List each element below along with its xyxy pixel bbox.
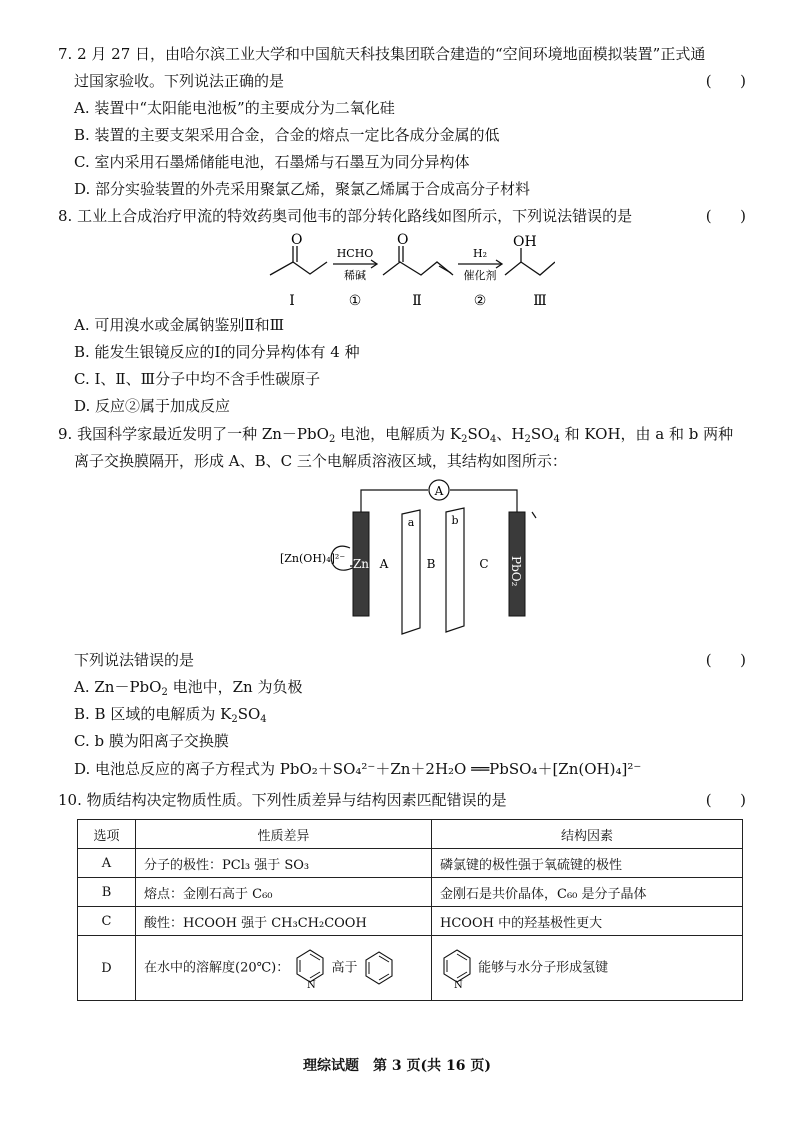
row-a-structure: 磷氯键的极性强于氧硫键的极性: [432, 849, 743, 878]
row-d-option: D: [78, 936, 136, 1001]
q8-reagent-2-bottom: 催化剂: [463, 269, 497, 282]
q8-reaction-scheme: [255, 230, 555, 340]
pyridine-structure: [440, 946, 474, 990]
row-b-structure: 金刚石是共价晶体，C₆₀ 是分子晶体: [432, 878, 743, 907]
membrane-a-label: a: [407, 516, 415, 529]
q8-answer-bracket: ( ): [705, 207, 746, 225]
zincate-ion-label: [Zn(OH)₄]²⁻: [280, 552, 346, 565]
q8-label-3: Ⅲ: [533, 293, 547, 309]
header-structure: 结构因素: [432, 820, 743, 849]
q9-stem-line2: 离子交换膜隔开，形成 A、B、C 三个电解质溶液区域，其结构如图所示：: [74, 452, 567, 470]
pbo2-label: PbO₂: [509, 556, 523, 587]
q10-stem: 10. 物质结构决定物质性质。下列性质差异与结构因素匹配错误的是: [58, 791, 507, 809]
table-row: [78, 907, 743, 936]
q8-label-2: Ⅱ: [412, 293, 422, 309]
ammeter-label: A: [434, 484, 444, 498]
region-b-label: B: [426, 557, 436, 571]
q7-option-b: B. 装置的主要支架采用合金，合金的熔点一定比各成分金属的低: [74, 126, 500, 144]
row-c-option: C: [78, 907, 136, 936]
q10-table: [77, 819, 743, 1001]
q7-option-c: C. 室内采用石墨烯储能电池，石墨烯与石墨互为同分异构体: [74, 153, 470, 171]
q8-oxygen-1: O: [291, 232, 303, 248]
zn-label: Zn: [352, 557, 370, 571]
q7-option-a: A. 装置中“太阳能电池板”的主要成分为二氧化硅: [74, 99, 395, 117]
q8-option-c: C. Ⅰ、Ⅱ、Ⅲ分子中均不含手性碳原子: [74, 370, 321, 388]
q8-step-1: ①: [348, 293, 362, 309]
pyridine-structure: [293, 946, 327, 990]
q8-option-a: A. 可用溴水或金属钠鉴别Ⅱ和Ⅲ: [74, 316, 285, 334]
q7-option-d: D. 部分实验装置的外壳采用聚氯乙烯，聚氯乙烯属于合成高分子材料: [74, 180, 531, 198]
q9-option-a: A. Zn－PbO$_2$ 电池中，Zn 为负极: [74, 678, 303, 698]
q9-question: 下列说法错误的是: [74, 651, 195, 669]
table-header-row: [78, 820, 743, 849]
header-option: 选项: [78, 820, 136, 849]
row-d-structure: N 能够与水分子形成氢键: [432, 936, 743, 1001]
svg-text:N: N: [307, 980, 317, 990]
row-a-property: 分子的极性：PCl₃ 强于 SO₃: [136, 849, 432, 878]
table-row: [78, 878, 743, 907]
row-c-property: 酸性：HCOOH 强于 CH₃CH₂COOH: [136, 907, 432, 936]
q7-stem-line1: 7. 2 月 27 日，由哈尔滨工业大学和中国航天科技集团联合建造的“空间环境地面模拟装置”正式通: [58, 45, 706, 63]
q9-answer-bracket: ( ): [705, 651, 746, 669]
q7-stem-line2: 过国家验收。下列说法正确的是: [74, 72, 285, 90]
region-a-label: A: [379, 557, 389, 571]
q10-answer-bracket: ( ): [705, 791, 746, 809]
q8-reagent-2-top: H₂: [472, 247, 488, 260]
table-row: [78, 849, 743, 878]
table-row: [78, 936, 743, 1001]
q9-option-b: B. B 区域的电解质为 $K_2SO_4$: [74, 705, 267, 725]
svg-text:N: N: [454, 980, 463, 990]
q9-battery-diagram: [270, 476, 550, 646]
row-d-property: 在水中的溶解度(20℃)： N 高于: [136, 936, 432, 1001]
q8-option-d: D. 反应②属于加成反应: [74, 397, 231, 415]
q8-stem: 8. 工业上合成治疗甲流的特效药奥司他韦的部分转化路线如图所示，下列说法错误的是: [58, 207, 633, 225]
q8-hydroxyl: OH: [513, 234, 537, 250]
q9-stem-line1: 9. 我国科学家最近发明了一种 Zn－PbO$_2$ 电池，电解质为 $K_2SO_4$、$H_2SO_4$ 和 KOH，由 a 和 b 两种: [58, 425, 734, 445]
region-c-label: C: [479, 557, 489, 571]
q8-oxygen-2: O: [397, 232, 409, 248]
q8-step-2: ②: [473, 293, 487, 309]
benzene-structure: [362, 948, 396, 988]
row-c-structure: HCOOH 中的羟基极性更大: [432, 907, 743, 936]
membrane-b-label: b: [451, 514, 459, 527]
q8-option-b: B. 能发生银镜反应的Ⅰ的同分异构体有 4 种: [74, 343, 360, 361]
row-b-property: 熔点：金刚石高于 C₆₀: [136, 878, 432, 907]
q8-reagent-1-bottom: 稀碱: [344, 269, 366, 282]
q8-reagent-1-top: HCHO: [336, 247, 374, 260]
q9-option-d: D. 电池总反应的离子方程式为 PbO₂＋SO₄²⁻＋Zn＋2H₂O ══PbSO₄＋[Zn(OH)₄]²⁻: [74, 760, 642, 778]
row-b-option: B: [78, 878, 136, 907]
q8-label-1: Ⅰ: [289, 293, 295, 309]
q9-option-c: C. b 膜为阳离子交换膜: [74, 732, 229, 750]
page-footer: 理综试题 第 3 页(共 16 页): [303, 1058, 491, 1074]
row-a-option: A: [78, 849, 136, 878]
header-property: 性质差异: [136, 820, 432, 849]
q7-answer-bracket: ( ): [705, 72, 746, 90]
